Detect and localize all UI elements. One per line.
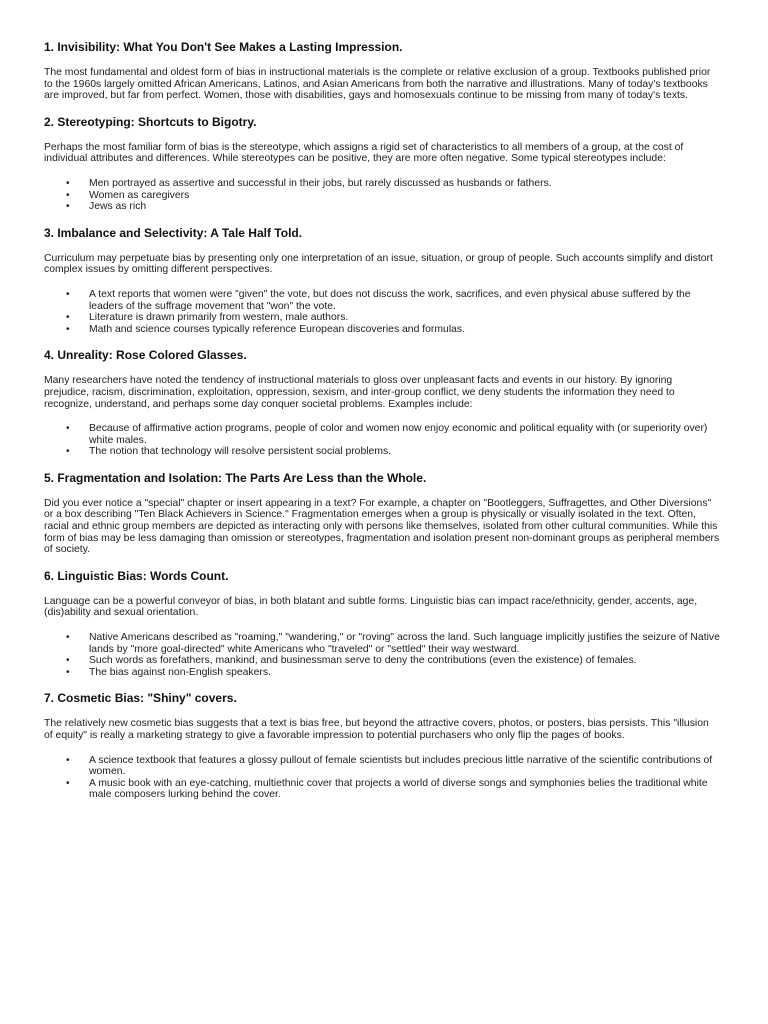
section-paragraph: Curriculum may perpetuate bias by presenting only one interpretation of an issue, situation, or group of people. Such accounts simplify and distort complex issues by omitting different perspectives. bbox=[44, 252, 713, 276]
section-paragraph: Did you ever notice a "special" chapter or insert appearing in a text? For example, a chapter on "Bootleggers, Suffragettes, and Other Diversions" or a box describing "Ten Black Achievers in Science." Fragmentation emerges when a group is physically or visually isolated in the text. Often, racial and ethnic group members are depicted as interacting only with persons like themselves, isolated from other cultural communities. While this form of bias may be less damaging than omission or stereotypes, fragmentation and isolation present non-dominant groups as peripheral members of society. bbox=[44, 497, 720, 556]
bullet-icon: • bbox=[66, 777, 70, 789]
bullet-icon: • bbox=[66, 189, 70, 201]
bullet-item bbox=[44, 778, 720, 801]
bullet-item bbox=[44, 312, 720, 324]
bullet-list bbox=[44, 755, 720, 801]
bullet-list bbox=[44, 289, 720, 335]
section-paragraph: Many researchers have noted the tendency of instructional materials to gloss over unpleasant facts and events in our history. By ignoring prejudice, racism, discrimination, exploitation, oppression, sexism, and inter-group conflict, we deny students the information they need to recognize, understand, and perhaps some day conquer societal problems. Examples include: bbox=[44, 375, 675, 410]
bullet-item bbox=[44, 289, 720, 312]
bullet-icon: • bbox=[66, 423, 70, 435]
bullet-text: A music book with an eye-catching, multiethnic cover that projects a world of diverse songs and symphonies belies the traditional white male composers lurking behind the cover. bbox=[89, 777, 708, 801]
bullet-text: The bias against non-English speakers. bbox=[89, 666, 271, 678]
bullet-item bbox=[44, 632, 720, 655]
document-section bbox=[44, 691, 720, 801]
bullet-list bbox=[44, 178, 720, 213]
bullet-text: A text reports that women were "given" the vote, but does not discuss the work, sacrifices, and even physical abuse suffered by the leaders of the suffrage movement that "won" the vote. bbox=[89, 288, 691, 312]
section-heading: 6. Linguistic Bias: Words Count. bbox=[44, 568, 229, 583]
section-heading: 2. Stereotyping: Shortcuts to Bigotry. bbox=[44, 114, 257, 129]
document-section bbox=[44, 115, 720, 213]
section-heading: 7. Cosmetic Bias: "Shiny" covers. bbox=[44, 691, 237, 706]
document-section bbox=[44, 40, 720, 102]
section-heading: 3. Imbalance and Selectivity: A Tale Half Told. bbox=[44, 225, 303, 240]
bullet-item bbox=[44, 201, 720, 213]
bullet-text: Women as caregivers bbox=[89, 189, 190, 201]
document-section bbox=[44, 226, 720, 336]
section-paragraph: The relatively new cosmetic bias suggests that a text is bias free, but beyond the attractive covers, photos, or posters, bias persists. This "illusion of equity" is really a marketing strategy to give a favorable impression to potential purchasers who only flip the pages of books. bbox=[44, 718, 709, 741]
section-heading: 4. Unreality: Rose Colored Glasses. bbox=[44, 348, 247, 363]
bullet-list bbox=[44, 632, 720, 678]
section-paragraph: Perhaps the most familiar form of bias is the stereotype, which assigns a rigid set of characteristics to all members of a group, at the cost of individual attributes and differences. While stereotypes can be positive, they are more often negative. Some typical stereotypes include: bbox=[44, 141, 684, 165]
section-paragraph: Language can be a powerful conveyor of bias, in both blatant and subtle forms. Linguistic bias can impact race/ethnicity, gender, accents, age, (dis)ability and sexual orientation. bbox=[44, 595, 698, 619]
bullet-item bbox=[44, 178, 720, 190]
bullet-text: A science textbook that features a glossy pullout of female scientists but includes precious little narrative of the scientific contributions of women. bbox=[89, 754, 713, 778]
bullet-item bbox=[44, 667, 720, 679]
bullet-icon: • bbox=[66, 632, 70, 644]
bullet-item bbox=[44, 446, 720, 458]
bullet-icon: • bbox=[66, 288, 70, 300]
bullet-item bbox=[44, 655, 720, 667]
bullet-item bbox=[44, 755, 720, 778]
bullet-item bbox=[44, 324, 720, 336]
bullet-text: Men portrayed as assertive and successful in their jobs, but rarely discussed as husbands or fathers. bbox=[89, 177, 552, 189]
bullet-icon: • bbox=[66, 323, 70, 335]
document-body bbox=[44, 40, 720, 814]
bullet-item bbox=[44, 423, 720, 446]
bullet-icon: • bbox=[66, 666, 70, 678]
bullet-icon: • bbox=[66, 446, 70, 458]
bullet-text: Literature is drawn primarily from western, male authors. bbox=[89, 312, 349, 324]
bullet-text: Math and science courses typically reference European discoveries and formulas. bbox=[89, 323, 465, 335]
bullet-icon: • bbox=[66, 655, 70, 667]
bullet-text: Because of affirmative action programs, people of color and women now enjoy economic and political equality with (or superiority over) white males. bbox=[89, 423, 708, 446]
bullet-list bbox=[44, 423, 720, 458]
bullet-icon: • bbox=[66, 177, 70, 189]
document-section bbox=[44, 471, 720, 556]
section-heading: 1. Invisibility: What You Don't See Makes a Lasting Impression. bbox=[44, 40, 403, 54]
bullet-text: The notion that technology will resolve persistent social problems. bbox=[89, 446, 392, 458]
bullet-icon: • bbox=[66, 201, 70, 213]
bullet-text: Native Americans described as "roaming," "wandering," or "roving" across the land. Such language implicitly justifies the seizure of Native lands by "more goal-directed" white Americans who "traveled" or "settled" their way westward. bbox=[89, 632, 720, 655]
document-section bbox=[44, 569, 720, 679]
bullet-icon: • bbox=[66, 754, 70, 766]
document-section bbox=[44, 348, 720, 458]
bullet-item bbox=[44, 190, 720, 202]
section-heading: 5. Fragmentation and Isolation: The Parts Are Less than the Whole. bbox=[44, 470, 427, 485]
bullet-text: Such words as forefathers, mankind, and businessman serve to deny the contributions (even the existence) of females. bbox=[89, 655, 637, 667]
bullet-text: Jews as rich bbox=[89, 201, 147, 213]
bullet-icon: • bbox=[66, 312, 70, 324]
section-paragraph: The most fundamental and oldest form of bias in instructional materials is the complete or relative exclusion of a group. Textbooks published prior to the 1960s largely omitted African Americans, Latinos, and Asian Americans from both the narrative and illustrations. Many of today's textbooks are improved, but far from perfect. Women, those with disabilities, gays and homosexuals continue to be missing from many of today's texts. bbox=[44, 67, 711, 102]
